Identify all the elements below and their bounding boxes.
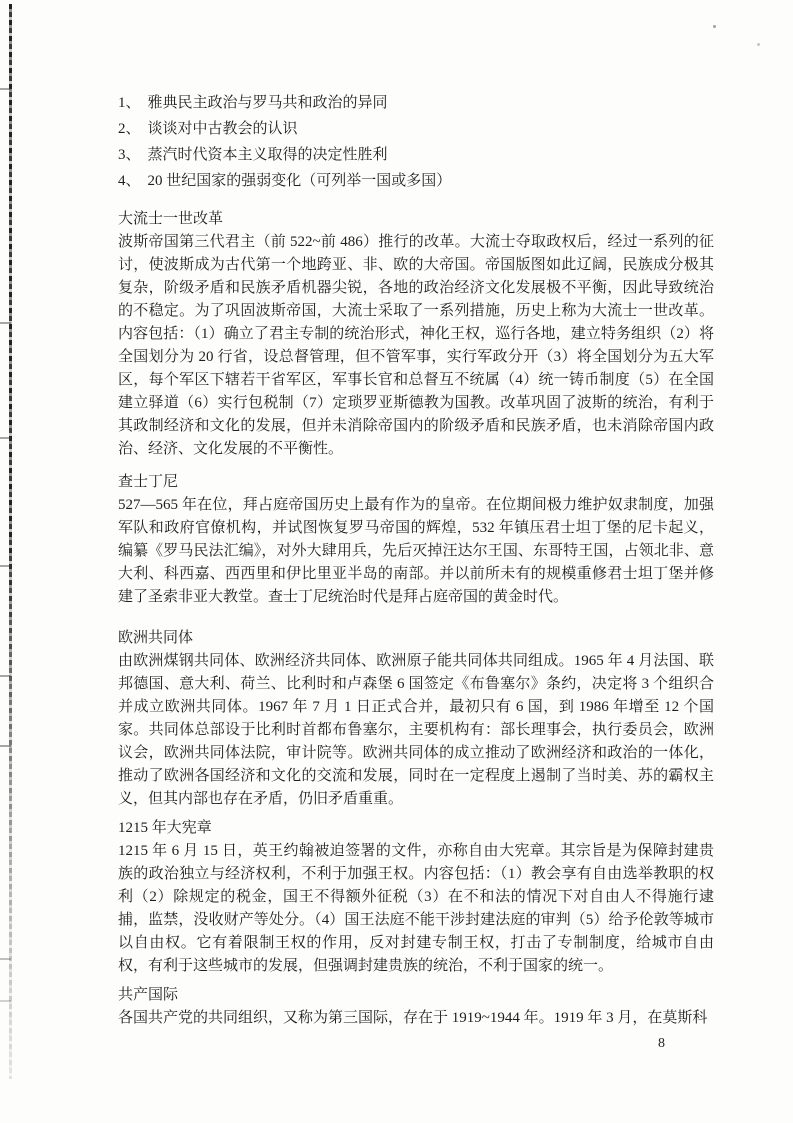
page-content <box>118 90 714 1030</box>
section-magna-carta <box>118 817 714 978</box>
question-text: 雅典民主政治与罗马共和政治的异同 <box>147 95 388 111</box>
question-number: 4、 <box>118 173 141 189</box>
scan-tick-mark <box>0 958 11 960</box>
section-title: 查士丁尼 <box>118 474 179 490</box>
section-body: 由欧洲煤钢共同体、欧洲经济共同体、欧洲原子能共同体共同组成。1965 年 4 月法国、联邦德国、意大利、荷兰、比利时和卢森堡 6 国签定《布鲁塞尔》条约，决定将 3 个组织合并成立欧洲共同体。1967 年 7 月 1 日正式合并，最初只有 6 国，到 1986 年增至 12 个国家。共同体总部设于比利时首都布鲁塞尔，主要机构有：部长理事会，执行委员会，欧洲议会，欧洲共同体法院，审计院等。欧洲共同体的成立推动了欧洲经济和政治的一体化，推动了欧洲各国经济和文化的交流和发展，同时在一定程度上遏制了当时美、苏的霸权主义，但其内部也存在矛盾，仍旧矛盾重重。 <box>118 653 714 807</box>
scan-edge-artifact <box>9 4 12 1079</box>
scan-tick-mark <box>0 1000 11 1002</box>
question-item <box>118 90 714 116</box>
scan-tick-mark <box>0 88 11 90</box>
section-title: 欧洲共同体 <box>118 630 194 646</box>
page-number: 8 <box>658 1036 665 1051</box>
question-text: 谈谈对中古教会的认识 <box>147 121 298 137</box>
scan-tick-mark <box>0 565 11 567</box>
question-text: 蒸汽时代资本主义取得的决定性胜利 <box>147 147 388 163</box>
section-darius-reform <box>118 208 714 461</box>
section-title: 1215 年大宪章 <box>118 820 212 836</box>
question-item <box>118 116 714 142</box>
section-title: 共产国际 <box>118 987 179 1003</box>
section-european-community <box>118 627 714 811</box>
section-body: 1215 年 6 月 15 日，英王约翰被迫签署的文件，亦称自由大宪章。其宗旨是为保障封建贵族的政治独立与经济权利，不利于加强王权。内容包括：（1）教会享有自由选举教职的权利（2）除规定的税金，国王不得额外征税（3）在不和法的情况下对自由人不得施行逮捕，监禁，没收财产等处分。（4）国王法庭不能干涉封建法庭的审判（5）给予伦敦等城市以自由权。它有着限制王权的作用，反对封建专制王权，打击了专制制度，给城市自由权，有利于这些城市的发展，但强调封建贵族的统治，不利于国家的统一。 <box>118 843 714 974</box>
scan-tick-mark <box>0 322 11 324</box>
question-list <box>118 90 714 194</box>
question-number: 3、 <box>118 147 141 163</box>
section-justinian <box>118 471 714 609</box>
scan-tick-mark <box>0 675 11 677</box>
section-body: 各国共产党的共同组织，又称为第三国际，存在于 1919~1944 年。1919 年 3 月，在莫斯科 <box>118 1010 708 1026</box>
question-item <box>118 168 714 194</box>
scan-speck <box>757 43 760 46</box>
question-number: 2、 <box>118 121 141 137</box>
scan-tick-mark <box>0 437 11 439</box>
section-body: 527—565 年在位，拜占庭帝国历史上最有作为的皇帝。在位期间极力维护奴隶制度，加强军队和政府官僚机构，并试图恢复罗马帝国的辉煌，532 年镇压君士坦丁堡的尼卡起义，编纂《罗马民法汇编》，对外大肆用兵，先后灭掉汪达尔王国、东哥特王国，占领北非、意大利、科西嘉、西西里和伊比里亚半岛的南部。并以前所未有的规模重修君士坦丁堡并修建了圣索非亚大教堂。查士丁尼统治时代是拜占庭帝国的黄金时代。 <box>118 497 714 605</box>
scan-speck <box>713 25 716 28</box>
section-body: 波斯帝国第三代君主（前 522~前 486）推行的改革。大流士夺取政权后，经过一系列的征讨，使波斯成为古代第一个地跨亚、非、欧的大帝国。帝国版图如此辽阔，民族成分极其复杂，阶级矛盾和民族矛盾机器尖锐，各地的政治经济文化发展极不平衡，因此导致统治的不稳定。为了巩固波斯帝国，大流士采取了一系列措施，历史上称为大流士一世改革。内容包括：（1）确立了君主专制的统治形式，神化王权，巡行各地，建立特务组织（2）将全国划分为 20 行省，设总督管理，但不管军事，实行军政分开（3）将全国划分为五大军区，每个军区下辖若干省军区，军事长官和总督互不统属（4）统一铸币制度（5）在全国建立驿道（6）实行包税制（7）定琐罗亚斯德教为国教。改革巩固了波斯的统治，有利于其政制经济和文化的发展，但并未消除帝国内的阶级矛盾和民族矛盾，也未消除帝国内政治、经济、文化发展的不平衡性。 <box>118 234 714 457</box>
question-text: 20 世纪国家的强弱变化（可列举一国或多国） <box>147 173 452 189</box>
scan-tick-mark <box>0 745 11 747</box>
question-number: 1、 <box>118 95 141 111</box>
section-comintern <box>118 984 714 1030</box>
question-item <box>118 142 714 168</box>
section-title: 大流士一世改革 <box>118 211 224 227</box>
